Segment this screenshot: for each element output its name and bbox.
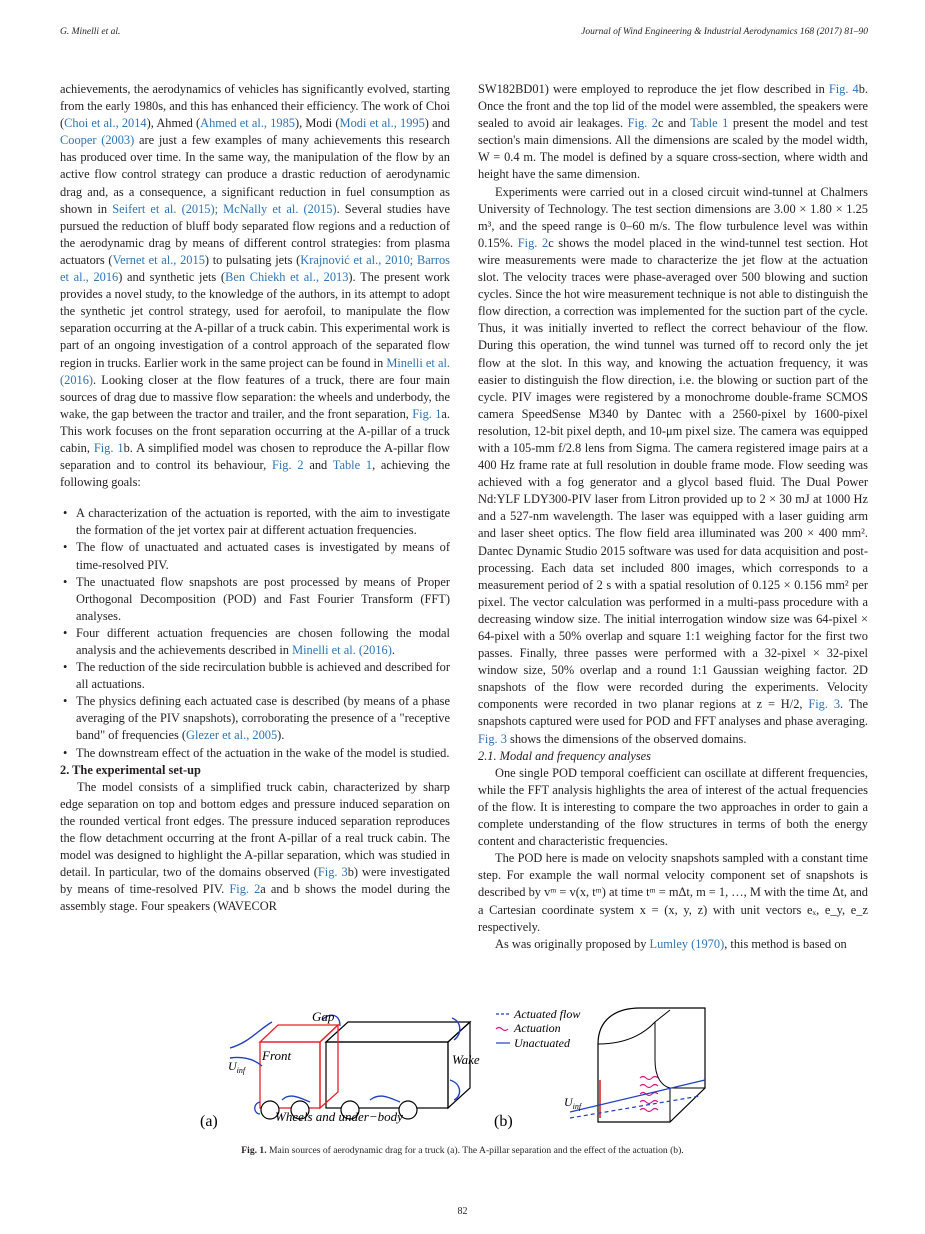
trailer-body [326, 1042, 448, 1108]
legend-actuated: Actuated flow [514, 1007, 581, 1021]
caption-text: Main sources of aerodynamic drag for a truck (a). The A-pillar separation and the effect of the actuation (b). [266, 1145, 684, 1156]
uinf-label-b: $U_{inf}$ [564, 1095, 582, 1111]
section-heading: 2. The experimental set-up [60, 762, 201, 777]
wake-flow-arrow [450, 1080, 460, 1100]
wake-label: Wake [452, 1052, 480, 1067]
list-item: • A characterization of the actuation is reported, with the aim to investigate the formation of the jet vortex pair at different actuation frequencies. [60, 505, 450, 539]
figure-link[interactable]: Fig. 3 [808, 697, 841, 712]
cabin-top [260, 1025, 338, 1042]
underbody-flow-arrow [282, 1096, 310, 1102]
panel-a-truck [200, 1009, 480, 1130]
wheels-label: Wheels and under−body [275, 1109, 403, 1124]
list-item: • Four different actuation frequencies are chosen following the modal analysis and the achievements described in Minelli et al. (2016). [60, 625, 450, 659]
list-item: • The unactuated flow snapshots are post processed by means of Proper Orthogonal Decomposition (POD) and Fast Fourier Transform (FFT) analyses. [60, 574, 450, 625]
paragraph: As was originally proposed by Lumley (1970), this method is based on [495, 936, 847, 951]
front-flow-arrow [230, 1022, 272, 1048]
list-item: • The downstream effect of the actuation in the wake of the model is studied. [60, 745, 450, 762]
section-paragraph: The model consists of a simplified truck cabin, characterized by sharp edge separation on top and bottom edges and pressure induced separation on the rounded vertical front edges. The pressure induced separation reproduces the flow detachment occurring at the front A-pillar of a real truck cabin. The model was designed to highlight the A-pillar separation, which was studied in detail. In particular, two of the domains observed (Fig. 3b) were investigated by means of time-resolved PIV. Fig. 2a and b shows the model during the assembly stage. Four speakers (WAVECOR [60, 779, 451, 914]
cabin-side [320, 1025, 338, 1108]
running-header-authors: G. Minelli et al. [60, 27, 121, 37]
left-column [60, 81, 450, 916]
figure-link[interactable]: Fig. 1 [412, 406, 442, 421]
underbody-flow-arrow [370, 1096, 400, 1102]
front-label: Front [262, 1048, 292, 1063]
page-number: 82 [457, 1206, 468, 1217]
panel-b-model [494, 1007, 705, 1130]
paragraph: Experiments were carried out in a closed circuit wind-tunnel at Chalmers University of Technology. The test section dimensions are 3.00 × 1.80 × 1.25 m³, and the speed range is 0–60 m/s. The flow turbulence level was within 0.15%. Fig. 2c shows the model placed in the wind-tunnel test section. Hot wire measurements were made to characterize the jet flow at the actuation slot. The velocity traces were phase-averaged over 500 blowing and suction cycles. Since the hot wire measurement technique is not able to distinguish the flow direction, a correction was implemented for the suction part of the cycle. Thus, it was initially inverted to reflect the correct behaviour of the flow. During this operation, the wind tunnel was turned off to record only the jet flow at the slot. In this way, and knowing the actuation frequency, it was easier to distinguish the flow direction, i.e. the blowing or suction part of the cycle. PIV images were registered by a monochrome double-frame SCMOS camera SpeedSense M340 by Dantec with a 2560-pixel by 1600-pixel resolution, 12-bit pixel depth, and 10-μm pixel size. The camera was equipped with a 105-mm f/2.8 lens from Sigma. The camera registered image pairs at a 400 Hz frame rate at full resolution in double frame mode. Flow seeding was achieved with a fog generator and a glycol based fluid. The Dual Power Nd:YLF LDY300-PIV laser from Litron provided up to 2 × 30 mJ at 1000 Hz and a 527-nm wavelength. The laser was equipped with a laser guiding arm and laser sheet optics. The flow field area illuminated was 200 × 400 mm². Dantec Dynamic Studio 2015 software was used for data acquisition and post-processing. Each data set included 800 images, which corresponds to a measurement period of 2 s with a spatial resolution of 0.125 × 0.156 mm² per pixel. The vector calculation was performed in a multi-pass procedure with a decreasing window size. The initial interrogation window size was 64-pixel × 64-pixel with a 50% overlap and square 1:1 weighing factor for the first two passes. Finally, three passes were performed with a 32-pixel × 32-pixel window size, 50% overlap and a round 1:1 Gaussian weighing factor. 2D snapshots of the flow were recorded during the experiments. Velocity components were recorded in two planar regions at z = H/2, Fig. 3. The snapshots captured were used for POD and FFT analyses and phase averaging. Fig. 3 shows the dimensions of the observed domains. [478, 184, 868, 746]
list-item: • The flow of unactuated and actuated cases is investigated by means of time-resolved PIV. [60, 539, 450, 573]
goals-list [60, 505, 450, 761]
trailer-top [326, 1022, 470, 1042]
actuation-wave [640, 1109, 658, 1112]
actuation-wave [640, 1077, 658, 1080]
figure-1 [200, 1000, 725, 1130]
figure-link[interactable]: Fig. 2 [517, 235, 549, 250]
gap-label: Gap [312, 1009, 335, 1024]
figure-link[interactable]: Fig. 2 [229, 882, 261, 897]
figure-1-drawing [200, 1000, 725, 1130]
right-column [478, 81, 868, 953]
figure-link[interactable]: Fig. 2 [271, 458, 304, 473]
citation-link[interactable]: Minelli et al. (2016) [292, 643, 392, 657]
figure-link[interactable]: Fig. 4 [828, 82, 859, 96]
citation-link[interactable]: Vernet et al., 2015 [112, 252, 205, 267]
model-edge [598, 1010, 670, 1044]
citation-link[interactable]: Ben Chiekh et al., 2013 [225, 270, 349, 285]
legend-unactuated: Unactuated [514, 1036, 570, 1050]
actuation-wave [640, 1085, 658, 1088]
citation-link[interactable]: Krajnović et al., 2010; Barros et al., 2016 [60, 252, 450, 285]
citation-link[interactable]: Seifert et al. (2015); McNally et al. (2015) [112, 201, 337, 216]
legend-actuation: Actuation [514, 1021, 561, 1035]
paragraph: The POD here is made on velocity snapshots sampled with a constant time step. For example the wall normal velocity component set of snapshots is described by vᵐ = v(x, tᵐ) at time tᵐ = mΔt, m = 1, …, M with the time Δt, and a Cartesian coordinate system x = (x, y, z) with unit vectors eₓ, e_y, e_z respectively. [478, 851, 868, 934]
table-link[interactable]: Table 1 [332, 458, 373, 473]
subsection-heading: 2.1. Modal and frequency analyses [478, 748, 651, 763]
list-item: • The physics defining each actuated case is described (by means of a phase averaging of the PIV snapshots), corroborating the presence of a "receptive band" of frequencies (Glezer et al., 2005). [60, 693, 450, 744]
caption-label: Fig. 1. [241, 1145, 267, 1156]
figure-link[interactable]: Fig. 3 [478, 731, 507, 746]
citation-link[interactable]: Minelli et al. (2016) [60, 355, 450, 387]
citation-link[interactable]: Glezer et al., 2005 [186, 728, 278, 743]
table-link[interactable]: Table 1 [690, 116, 729, 131]
paragraph: One single POD temporal coefficient can oscillate at different frequencies, while the FFT analysis highlights the area of interest of the actual frequencies of the flow. It is interesting to compare the two approaches in order to gain a complete understanding of the flow structures in terms of both the energy content and characteristic frequencies. [478, 765, 868, 849]
underbody-flow-arrow [255, 1102, 260, 1114]
list-item: • The reduction of the side recirculation bubble is achieved and described for all actuations. [60, 659, 450, 693]
citation-link[interactable]: Cooper (2003) [60, 133, 135, 148]
intro-paragraph: achievements, the aerodynamics of vehicles has significantly evolved, starting from the early 1980s, and this has enhanced their efficiency. The work of Choi (Choi et al., 2014), Ahmed (Ahmed et al., 1985), Modi (Modi et al., 1995) and Cooper (2003) are just a few examples of many achievements this research has produced over time. In the same way, the manipulation of the flow by an active flow control strategy can produce a drastic reduction of aerodynamic drag and, as a consequence, a significant reduction in fuel consumption as shown in Seifert et al. (2015); McNally et al. (2015). Several studies have pursued the reduction of bluff body separated flow regions and a reduction of the aerodynamic drag by means of different control strategies: from plasma actuators (Vernet et al., 2015) to pulsating jets (Krajnović et al., 2010; Barros et al., 2016) and synthetic jets (Ben Chiekh et al., 2013). The present work provides a novel study, to the knowledge of the authors, in its attempt to adopt the synthetic jet control strategy, used for aerofoil, to manipulate the flow separation occurring at the A-pillar of a truck cabin. This experimental work is part of an ongoing investigation of a control approach of the separated flow region in trucks. Earlier work in the same project can be found in Minelli et al. (2016). Looking closer at the flow features of a truck, there are four main sources of drag due to massive flow separation: the wheels and underbody, the wake, the gap between the tractor and trailer, and the front separation, Fig. 1a. This work focuses on the front separation occurring at the A-pillar of a truck cabin, Fig. 1b. A simplified model was chosen to reproduce the A-pillar flow separation and to control its behaviour, Fig. 2 and Table 1, achieving the following goals: [60, 82, 451, 490]
citation-link[interactable]: Lumley (1970) [649, 936, 725, 951]
running-header-journal: Journal of Wind Engineering & Industrial Aerodynamics 168 (2017) 81–90 [581, 27, 868, 37]
figure-link[interactable]: Fig. 3 [317, 865, 348, 880]
citation-link[interactable]: Modi et al., 1995 [339, 116, 425, 131]
model-edge [655, 1022, 705, 1088]
figure-caption [0, 1145, 925, 1156]
panel-b-label: (b) [494, 1113, 513, 1130]
panel-a-label: (a) [200, 1113, 218, 1130]
uinf-label-a: $U_{inf}$ [228, 1059, 246, 1075]
figure-link[interactable]: Fig. 2 [627, 116, 658, 131]
citation-link[interactable]: Choi et al., 2014 [64, 116, 147, 131]
paragraph: SW182BD01) were employed to reproduce the jet flow described in Fig. 4b. Once the front and the top lid of the model were assembled, the speakers were sealed to avoid air leakages. Fig. 2c and Table 1 present the model and test section's main dimensions. All the dimensions are scaled by the model width, W = 0.4 m. The model is defined by a square cross-section, where width and height have the same dimension. [478, 82, 868, 182]
legend-actuation-swatch [496, 1028, 508, 1031]
figure-link[interactable]: Fig. 1 [93, 440, 124, 455]
citation-link[interactable]: Ahmed et al., 1985 [200, 116, 295, 131]
